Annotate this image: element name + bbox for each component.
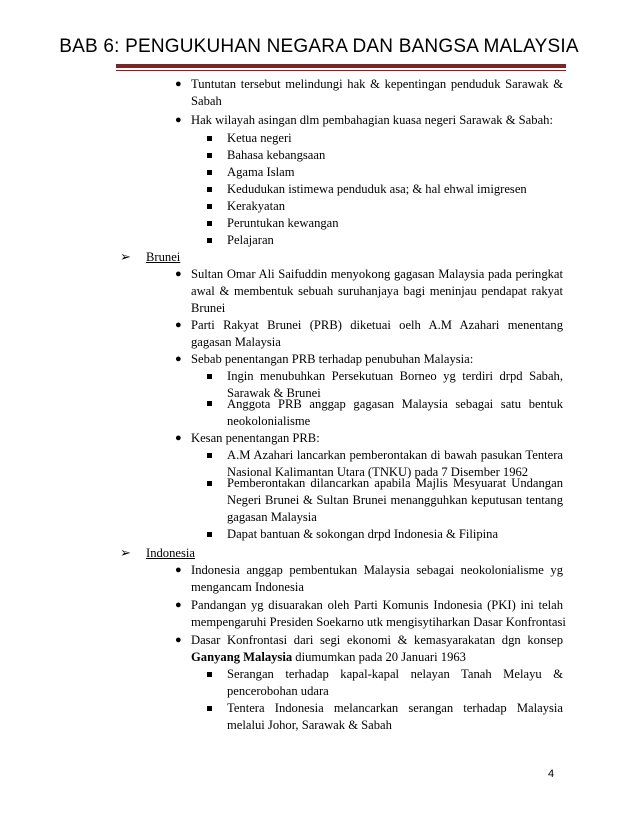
square-bullet-icon	[207, 153, 212, 158]
section-heading: Indonesia	[146, 546, 195, 560]
bullet-icon: ●	[175, 599, 182, 611]
list-item: Agama Islam	[227, 165, 295, 179]
section-heading: Brunei	[146, 250, 181, 264]
list-item: Kedudukan istimewa penduduk asa; & hal ehwal imigresen	[227, 182, 527, 196]
arrow-bullet-icon: ➢	[120, 546, 131, 561]
paragraph-line: Tuntutan tersebut melindungi hak & kepentingan penduduk Sarawak &	[191, 77, 563, 91]
bullet-icon: ●	[175, 319, 182, 331]
paragraph-line: pencerobohan udara	[227, 684, 329, 698]
emphasis-term: Ganyang Malaysia	[191, 650, 293, 664]
paragraph-line: melalui Johor, Sarawak & Sabah	[227, 718, 392, 732]
paragraph-line: Nasional Kalimantan Utara (TNKU) pada 7 Disember 1962	[227, 465, 529, 479]
paragraph-line: Tentera Indonesia melancarkan serangan terhadap Malaysia	[227, 701, 563, 715]
bullet-icon: ●	[175, 114, 182, 126]
paragraph-line: Indonesia anggap pembentukan Malaysia sebagai neokolonialisme yg	[191, 563, 563, 577]
paragraph-line	[191, 649, 563, 666]
paragraph-line: Ingin menubuhkan Persekutuan Borneo yg terdiri drpd Sabah,	[227, 369, 563, 383]
square-bullet-icon	[207, 204, 212, 209]
paragraph-line: Serangan terhadap kapal-kapal nelayan Tanah Melayu &	[227, 667, 563, 681]
bullet-icon: ●	[175, 353, 182, 365]
bullet-icon: ●	[175, 78, 182, 90]
paragraph-line: Negeri Brunei & Sultan Brunei menangguhkan keputusan tentang	[227, 493, 563, 507]
paragraph-line: Brunei	[191, 301, 226, 315]
paragraph-line: Kesan penentangan PRB:	[191, 431, 320, 445]
header-rule-thin	[116, 70, 566, 71]
square-bullet-icon	[207, 187, 212, 192]
square-bullet-icon	[207, 401, 212, 406]
bullet-icon: ●	[175, 268, 182, 280]
paragraph-text: diumumkan pada 20 Januari 1963	[292, 650, 466, 664]
square-bullet-icon	[207, 374, 212, 379]
paragraph-line: gagasan Malaysia	[227, 510, 317, 524]
paragraph-line: mempengaruhi Presiden Soekarno utk mengisytiharkan Dasar Konfrontasi	[191, 615, 566, 629]
paragraph-line: gagasan Malaysia	[191, 335, 281, 349]
square-bullet-icon	[207, 672, 212, 677]
list-item: Ketua negeri	[227, 131, 292, 145]
paragraph-line: A.M Azahari lancarkan pemberontakan di bawah pasukan Tentera	[227, 448, 563, 462]
paragraph-line: Sebab penentangan PRB terhadap penubuhan Malaysia:	[191, 352, 474, 366]
list-item: Pelajaran	[227, 233, 274, 247]
list-item: Peruntukan kewangan	[227, 216, 339, 230]
paragraph-line: Sarawak & Brunei	[227, 386, 321, 400]
paragraph-line: Dapat bantuan & sokongan drpd Indonesia & Filipina	[227, 527, 499, 541]
square-bullet-icon	[207, 221, 212, 226]
square-bullet-icon	[207, 481, 212, 486]
paragraph-line: Sultan Omar Ali Saifuddin menyokong gagasan Malaysia pada peringkat	[191, 267, 563, 281]
square-bullet-icon	[207, 453, 212, 458]
paragraph-line: neokolonialisme	[227, 414, 311, 428]
paragraph-line: Pemberontakan dilancarkan apabila Majlis Mesyuarat Undangan	[227, 476, 563, 490]
page-number: 4	[548, 768, 555, 780]
list-item: Bahasa kebangsaan	[227, 148, 326, 162]
square-bullet-icon	[207, 532, 212, 537]
paragraph-line: awal & membentuk sebuah suruhanjaya bagi meninjau pendapat rakyat	[191, 284, 563, 298]
paragraph-line: Anggota PRB anggap gagasan Malaysia sebagai satu bentuk	[227, 397, 563, 411]
bullet-icon: ●	[175, 634, 182, 646]
paragraph-line: Parti Rakyat Brunei (PRB) diketuai oelh A.M Azahari menentang	[191, 318, 563, 332]
paragraph-line: Hak wilayah asingan dlm pembahagian kuasa negeri Sarawak & Sabah:	[191, 113, 553, 127]
paragraph-line: Pandangan yg disuarakan oleh Parti Komunis Indonesia (PKI) ini telah	[191, 598, 563, 612]
paragraph-line: Sabah	[191, 94, 222, 108]
paragraph-line: mengancam Indonesia	[191, 580, 304, 594]
bullet-icon: ●	[175, 564, 182, 576]
chapter-title: BAB 6: PENGUKUHAN NEGARA DAN BANGSA MALAYSIA	[59, 36, 579, 57]
square-bullet-icon	[207, 706, 212, 711]
square-bullet-icon	[207, 170, 212, 175]
arrow-bullet-icon: ➢	[120, 250, 131, 265]
list-item: Kerakyatan	[227, 199, 286, 213]
paragraph-line: Dasar Konfrontasi dari segi ekonomi & kemasyarakatan dgn konsep	[191, 633, 563, 647]
bullet-icon: ●	[175, 432, 182, 444]
square-bullet-icon	[207, 238, 212, 243]
square-bullet-icon	[207, 136, 212, 141]
header-rule-thick	[116, 64, 566, 68]
